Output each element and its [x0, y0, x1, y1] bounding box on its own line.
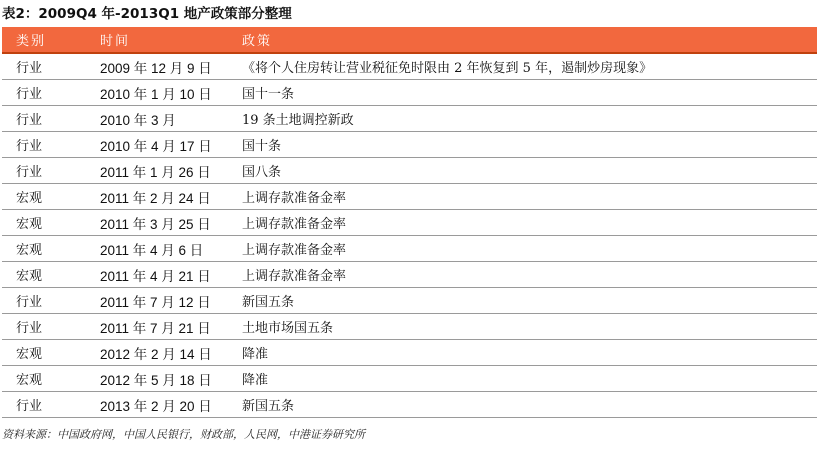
table-row: [2, 53, 817, 80]
cell-category: 行业: [2, 392, 86, 418]
cell-date: 2013 年 2 月 20 日: [86, 392, 228, 418]
cell-date: 2012 年 2 月 14 日: [86, 340, 228, 366]
header-row: [2, 27, 817, 53]
cell-category: 宏观: [2, 184, 86, 210]
cell-date: 2011 年 1 月 26 日: [86, 158, 228, 184]
table-row: [2, 158, 817, 184]
cell-policy: 降准: [228, 366, 817, 392]
cell-policy: 新国五条: [228, 392, 817, 418]
table-row: [2, 340, 817, 366]
cell-category: 宏观: [2, 236, 86, 262]
source-note: 资料来源：中国政府网，中国人民银行，财政部，人民网，中港证券研究所: [2, 428, 365, 441]
cell-category: 行业: [2, 314, 86, 340]
cell-policy: 上调存款准备金率: [228, 210, 817, 236]
table-caption: 表2：2009Q4 年-2013Q1 地产政策部分整理: [2, 6, 292, 22]
table-header: [2, 27, 817, 53]
table-row: [2, 106, 817, 132]
cell-date: 2009 年 12 月 9 日: [86, 53, 228, 80]
cell-policy: 上调存款准备金率: [228, 236, 817, 262]
table-row: [2, 236, 817, 262]
cell-category: 宏观: [2, 366, 86, 392]
cell-policy: 新国五条: [228, 288, 817, 314]
table-row: [2, 184, 817, 210]
table-row: [2, 288, 817, 314]
cell-category: 行业: [2, 158, 86, 184]
table-row: [2, 210, 817, 236]
cell-category: 行业: [2, 80, 86, 106]
column-header-date: 时间: [86, 27, 228, 53]
cell-date: 2010 年 3 月: [86, 106, 228, 132]
cell-policy: 19 条土地调控新政: [228, 106, 817, 132]
cell-policy: 上调存款准备金率: [228, 262, 817, 288]
column-header-category: 类别: [2, 27, 86, 53]
cell-date: 2011 年 3 月 25 日: [86, 210, 228, 236]
cell-policy: 降准: [228, 340, 817, 366]
cell-date: 2010 年 1 月 10 日: [86, 80, 228, 106]
cell-category: 宏观: [2, 210, 86, 236]
cell-category: 行业: [2, 106, 86, 132]
table-row: [2, 392, 817, 418]
cell-date: 2011 年 4 月 21 日: [86, 262, 228, 288]
table-row: [2, 132, 817, 158]
cell-date: 2012 年 5 月 18 日: [86, 366, 228, 392]
cell-policy: 土地市场国五条: [228, 314, 817, 340]
policy-table: [2, 27, 817, 418]
cell-policy: 《将个人住房转让营业税征免时限由 2 年恢复到 5 年，遏制炒房现象》: [228, 53, 817, 80]
cell-date: 2011 年 7 月 12 日: [86, 288, 228, 314]
table-row: [2, 262, 817, 288]
cell-category: 行业: [2, 288, 86, 314]
cell-policy: 上调存款准备金率: [228, 184, 817, 210]
table-row: [2, 314, 817, 340]
cell-policy: 国十一条: [228, 80, 817, 106]
cell-category: 宏观: [2, 340, 86, 366]
table-row: [2, 366, 817, 392]
cell-category: 行业: [2, 53, 86, 80]
cell-date: 2010 年 4 月 17 日: [86, 132, 228, 158]
column-header-policy: 政策: [228, 27, 817, 53]
cell-policy: 国八条: [228, 158, 817, 184]
cell-policy: 国十条: [228, 132, 817, 158]
cell-category: 宏观: [2, 262, 86, 288]
table-body: [2, 53, 817, 418]
cell-date: 2011 年 4 月 6 日: [86, 236, 228, 262]
table-row: [2, 80, 817, 106]
cell-date: 2011 年 7 月 21 日: [86, 314, 228, 340]
cell-category: 行业: [2, 132, 86, 158]
cell-date: 2011 年 2 月 24 日: [86, 184, 228, 210]
